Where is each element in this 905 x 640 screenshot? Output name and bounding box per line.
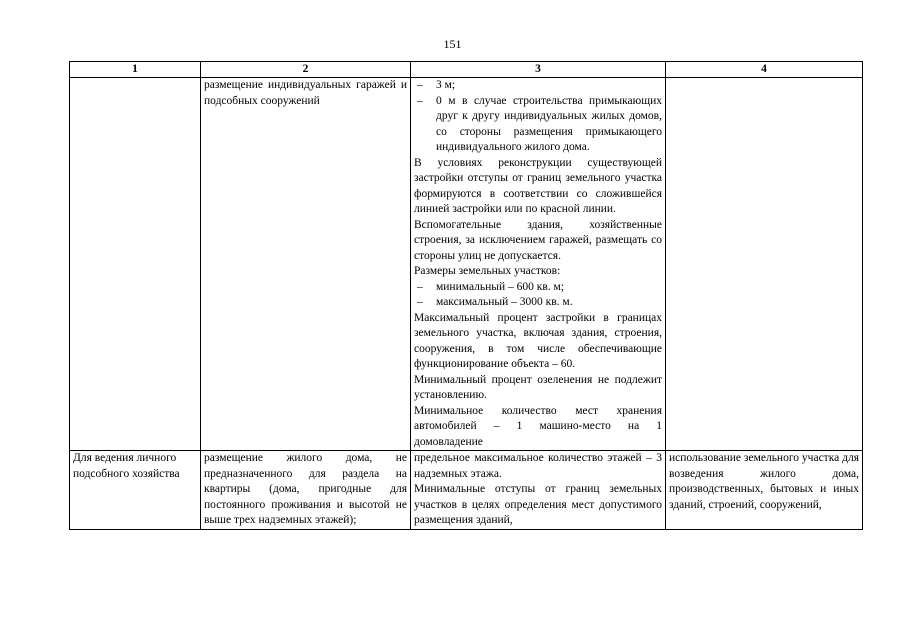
- setback-list: [414, 78, 662, 156]
- column-header-2: 2: [201, 62, 411, 78]
- row2-col1-cell: Для ведения личного подсобного хозяйства: [70, 451, 201, 530]
- dash-marker: –: [417, 296, 423, 308]
- list-item-text: минимальный – 600 кв. м;: [436, 280, 565, 293]
- paragraph-reconstruction: В условиях реконструкции существующей застройки отступы от границ земельного участка формируются в соответствии со сложившейся линией застройки или по красной линии.: [414, 156, 662, 215]
- table-header-row: [70, 62, 863, 78]
- paragraph-auxiliary-buildings: Вспомогательные здания, хозяйственные строения, за исключением гаражей, размещать со стороны улиц не допускается.: [414, 218, 662, 262]
- list-item: [414, 295, 662, 311]
- paragraph-plot-sizes: Размеры земельных участков:: [414, 265, 561, 277]
- paragraph-max-building-percent: Максимальный процент застройки в границах земельного участка, включая здания, строения, сооружения, в том числе обеспечивающие функционирование объекта – 60.: [414, 311, 662, 370]
- paragraph-max-floors: предельное максимальное количество этажей – 3 надземных этажа.: [414, 452, 662, 480]
- column-header-4: 4: [666, 62, 863, 78]
- list-item: [414, 280, 662, 296]
- regulations-table: [69, 61, 863, 530]
- paragraph-min-setbacks: Минимальные отступы от границ земельных участков в целях определения мест допустимого размещения зданий,: [414, 483, 662, 526]
- row1-col2-cell: размещение индивидуальных гаражей и подсобных сооружений: [201, 78, 411, 451]
- row2-col4-cell: использование земельного участка для возведения жилого дома, производственных, бытовых и иных зданий, строений, сооружений,: [666, 451, 863, 530]
- column-header-1: 1: [70, 62, 201, 78]
- column-header-3: 3: [411, 62, 666, 78]
- list-item-text: 3 м;: [436, 79, 456, 91]
- paragraph-min-greening: Минимальный процент озеленения не подлежит установлению.: [414, 373, 662, 401]
- row2-col2-cell: размещение жилого дома, не предназначенного для раздела на квартиры (дома, пригодные для постоянного проживания и высотой не выше трех надземных этажей);: [201, 451, 411, 530]
- row1-col1-cell: [70, 78, 201, 451]
- dash-marker: –: [417, 79, 423, 91]
- dash-marker: –: [417, 280, 423, 293]
- list-item-text: 0 м в случае строительства примыкающих друг к другу индивидуальных жилых домов, со стороны размещения примыкающего индивидуального жилого дома.: [436, 94, 662, 153]
- dash-marker: –: [417, 94, 423, 107]
- list-item: [414, 78, 662, 94]
- table-row: [70, 451, 863, 530]
- row2-col3-cell: [411, 451, 666, 530]
- page-number: 151: [443, 37, 462, 51]
- row1-col3-cell: [411, 78, 666, 451]
- list-item: [414, 94, 662, 156]
- table-row: [70, 78, 863, 451]
- paragraph-parking: Минимальное количество мест хранения автомобилей – 1 машино-место на 1 домовладение: [414, 404, 662, 448]
- list-item-text: максимальный – 3000 кв. м.: [436, 296, 573, 308]
- row1-col4-cell: [666, 78, 863, 451]
- plot-size-list: [414, 280, 662, 311]
